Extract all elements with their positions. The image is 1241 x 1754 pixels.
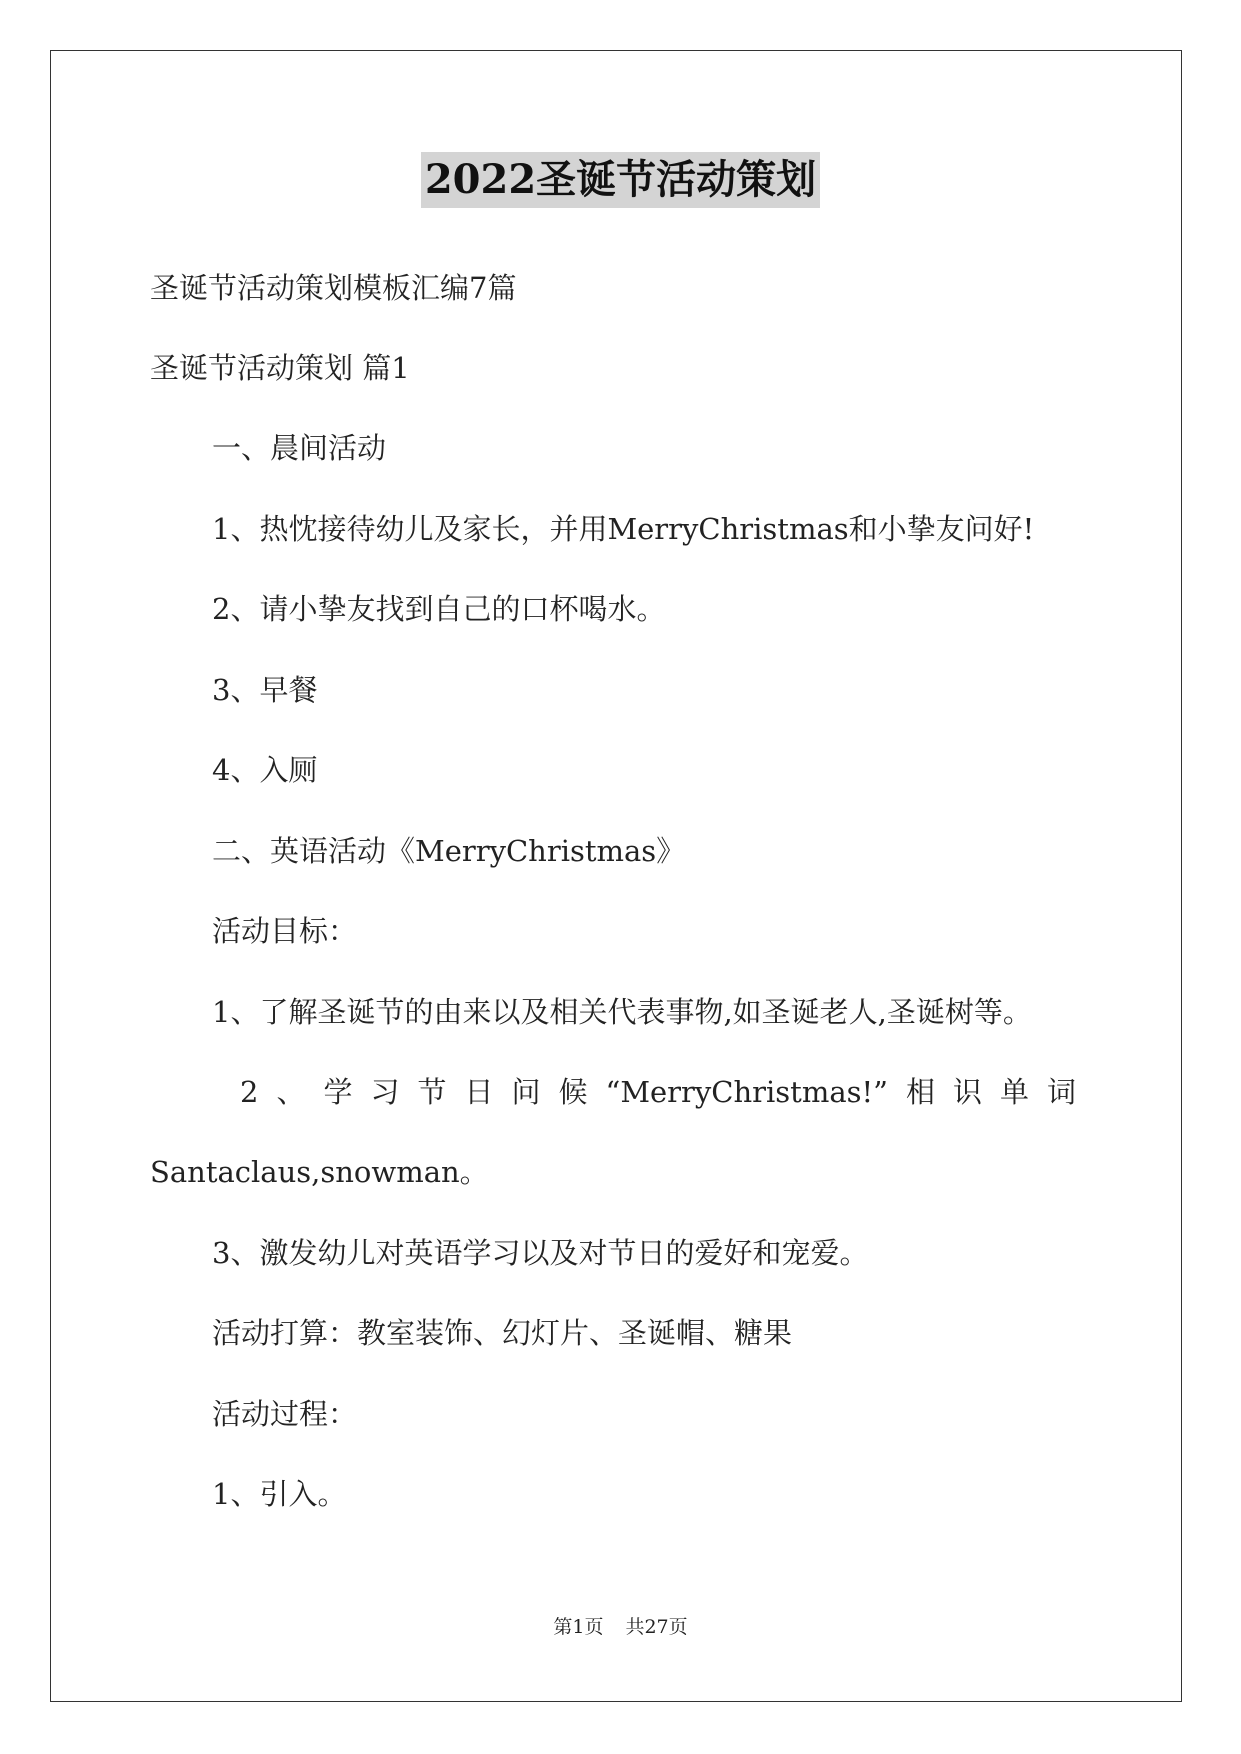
paragraph: 3、早餐 [212, 673, 318, 707]
section-heading: 圣诞节活动策划 篇1 [150, 351, 410, 385]
paragraph: 1、热忱接待幼儿及家长，并用MerryChristmas和小挚友问好! [212, 512, 1035, 546]
paragraph-justified: 2、学习节日问候“MerryChristmas!”相识单词 [240, 1075, 1076, 1109]
paragraph: Santaclaus,snowman。 [150, 1155, 489, 1189]
paragraph: 1、了解圣诞节的由来以及相关代表事物,如圣诞老人,圣诞树等。 [212, 995, 1032, 1029]
page-footer [0, 1612, 1241, 1639]
document-subtitle: 圣诞节活动策划模板汇编7篇 [150, 271, 517, 305]
title-container [0, 152, 1241, 208]
paragraph: 活动目标： [212, 914, 358, 948]
document-title: 2022圣诞节活动策划 [421, 152, 820, 208]
paragraph: 活动打算：教室装饰、幻灯片、圣诞帽、糖果 [212, 1316, 793, 1350]
page-number: 第1页 [553, 1616, 604, 1638]
paragraph: 一、晨间活动 [212, 431, 387, 465]
paragraph: 1、引入。 [212, 1477, 347, 1511]
page-total: 共27页 [625, 1616, 688, 1638]
paragraph: 活动过程： [212, 1397, 358, 1431]
paragraph: 3、激发幼儿对英语学习以及对节日的爱好和宠爱。 [212, 1236, 869, 1270]
paragraph: 2、请小挚友找到自己的口杯喝水。 [212, 592, 666, 626]
paragraph: 4、入厕 [212, 753, 318, 787]
paragraph: 二、英语活动《MerryChristmas》 [212, 834, 686, 868]
